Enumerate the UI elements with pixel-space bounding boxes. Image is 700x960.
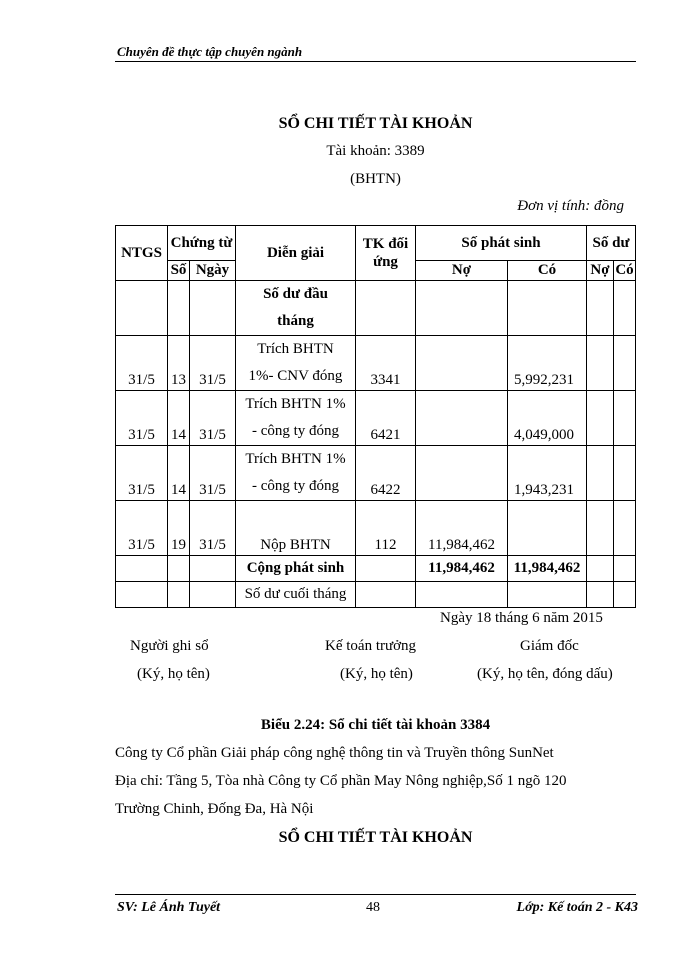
cell-du-co [614,501,636,556]
cell-tk: 112 [356,501,416,556]
signer-note-director: (Ký, họ tên, đóng dấu) [477,666,613,682]
table-row [116,281,636,336]
cell-ntgs [116,281,168,336]
cell-du-no [587,446,614,501]
cell-dien-giai: Trích BHTN 1% - công ty đóng [236,391,356,446]
table-row [116,336,636,391]
cell-so: 14 [168,446,190,501]
cell-ntgs: 31/5 [116,501,168,556]
signer-note-chief-accountant: (Ký, họ tên) [340,666,413,682]
cell-du-no [587,501,614,556]
account-label: Tài khoản: 3389 [326,143,425,159]
signature-date: Ngày 18 tháng 6 năm 2015 [440,610,603,626]
cell-so: 14 [168,391,190,446]
table-row [116,501,636,556]
cell-co: 4,049,000 [508,391,587,446]
signer-role-chief-accountant: Kế toán trưởng [325,638,417,654]
col-so-phat-sinh: Số phát sinh [416,226,587,261]
cell-dien-giai: Số dư đầu tháng [236,281,356,336]
col-tk-doi-ung: TK đối ứng [356,226,416,281]
total-no: 11,984,462 [416,556,508,582]
cell-ngay: 31/5 [190,501,236,556]
header-divider [115,61,636,62]
cell-ngay: 31/5 [190,336,236,391]
cell-du-co [614,446,636,501]
cell-ngay [190,281,236,336]
cell-no [416,446,508,501]
table-row [116,446,636,501]
cell-no [416,391,508,446]
col-so: Số [168,261,190,281]
signer-role-director: Giám đốc [520,638,579,654]
cell-co [508,281,587,336]
cell-dien-giai: Trích BHTN 1% - công ty đóng [236,446,356,501]
ledger-table [115,225,636,608]
total-co: 11,984,462 [508,556,587,582]
company-name: Công ty Cổ phần Giải pháp công nghệ thông tin và Truyền thông SunNet [115,745,554,761]
cell-ntgs: 31/5 [116,391,168,446]
cell-ngay: 31/5 [190,446,236,501]
signer-role-recorder: Người ghi sổ [130,638,209,654]
cell-co: 5,992,231 [508,336,587,391]
cell-so [168,281,190,336]
closing-row [116,582,636,608]
cell-ntgs: 31/5 [116,336,168,391]
col-so-du: Số dư [587,226,636,261]
closing-label: Số dư cuối tháng [236,582,356,608]
col-chung-tu: Chứng từ [168,226,236,261]
cell-du-no [587,391,614,446]
cell-tk: 6421 [356,391,416,446]
company-address-line-1: Địa chỉ: Tầng 5, Tòa nhà Công ty Cổ phần May Nông nghiệp,Số 1 ngõ 120 [115,773,567,789]
footer-divider [115,894,636,895]
cell-du-no [587,281,614,336]
next-ledger-title: SỔ CHI TIẾT TÀI KHOẢN [278,829,473,846]
col-du-co: Có [614,261,636,281]
col-ngay: Ngày [190,261,236,281]
cell-so: 19 [168,501,190,556]
col-ntgs: NTGS [116,226,168,281]
cell-tk: 6422 [356,446,416,501]
footer-class: Lớp: Kế toán 2 - K43 [516,900,638,915]
cell-tk: 3341 [356,336,416,391]
unit-label: Đơn vị tính: đồng [517,198,624,214]
col-du-no: Nợ [587,261,614,281]
running-header: Chuyên đề thực tập chuyên ngành [117,44,303,59]
total-row [116,556,636,582]
signer-note-recorder: (Ký, họ tên) [137,666,210,682]
col-dien-giai: Diễn giải [236,226,356,281]
cell-tk [356,281,416,336]
cell-dien-giai: Trích BHTN 1%- CNV đóng [236,336,356,391]
table-row [116,391,636,446]
cell-so: 13 [168,336,190,391]
page-number: 48 [366,900,380,915]
cell-no [416,336,508,391]
col-no: Nợ [416,261,508,281]
cell-ntgs: 31/5 [116,446,168,501]
cell-du-co [614,391,636,446]
total-label: Cộng phát sinh [236,556,356,582]
cell-ngay: 31/5 [190,391,236,446]
footer-student: SV: Lê Ánh Tuyết [117,900,221,915]
cell-co [508,501,587,556]
account-name: (BHTN) [350,171,401,187]
cell-no [416,281,508,336]
ledger-title: SỔ CHI TIẾT TÀI KHOẢN [278,115,473,132]
cell-du-no [587,336,614,391]
company-address-line-2: Trường Chinh, Đống Đa, Hà Nội [115,801,314,817]
cell-du-co [614,336,636,391]
cell-co: 1,943,231 [508,446,587,501]
cell-dien-giai: Nộp BHTN [236,501,356,556]
col-co: Có [508,261,587,281]
figure-caption: Biểu 2.24: Sổ chi tiết tài khoản 3384 [260,717,491,733]
cell-no: 11,984,462 [416,501,508,556]
cell-du-co [614,281,636,336]
